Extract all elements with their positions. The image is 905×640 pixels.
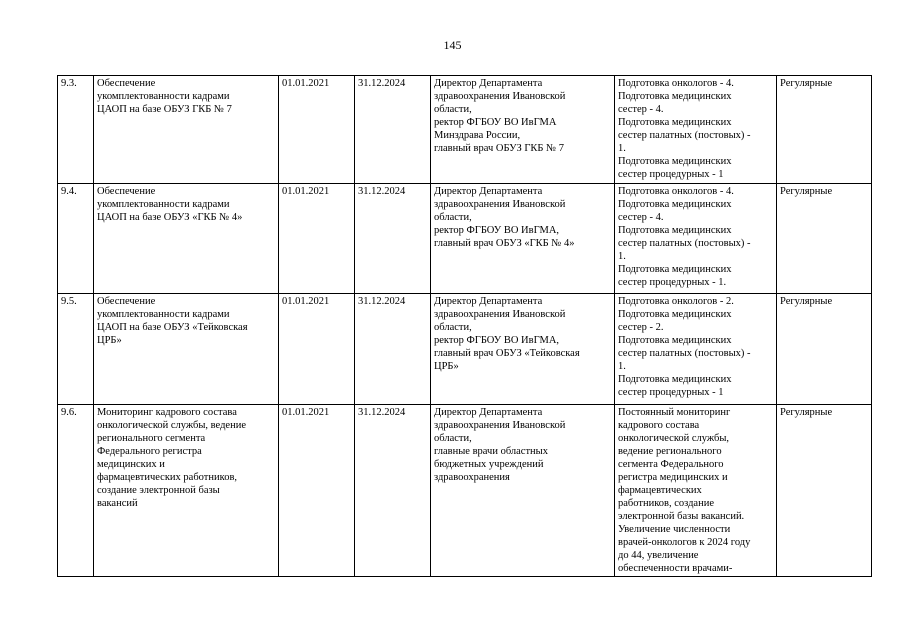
table-row — [58, 294, 872, 405]
cell-task-line: регионального сегмента — [97, 433, 206, 444]
cell-responsible-line: здравоохранения — [434, 472, 510, 483]
cell-result-line: 1. — [618, 251, 626, 262]
cell-responsible-line: здравоохранения Ивановской — [434, 91, 566, 102]
cell-result-line: Подготовка медицинских — [618, 335, 732, 346]
cell-result — [615, 184, 777, 294]
cell-task-line: онкологической службы, ведение — [97, 420, 246, 431]
cell-type: Регулярные — [777, 76, 872, 184]
cell-task — [94, 184, 279, 294]
cell-task-line: ЦАОП на базе ОБУЗ «ГКБ № 4» — [97, 212, 243, 223]
cell-responsible — [431, 294, 615, 405]
cell-task-line: ЦАОП на базе ОБУЗ «Тейковская — [97, 322, 248, 333]
cell-responsible-line: главный врач ОБУЗ ГКБ № 7 — [434, 143, 564, 154]
cell-task-line: укомплектованности кадрами — [97, 199, 230, 210]
cell-task-line: ЦРБ» — [97, 335, 122, 346]
cell-responsible-line: главный врач ОБУЗ «Тейковская — [434, 348, 580, 359]
cell-result-line: 1. — [618, 143, 626, 154]
cell-end: 31.12.2024 — [355, 294, 431, 405]
cell-task-line: Обеспечение — [97, 186, 156, 197]
cell-task-line: Мониторинг кадрового состава — [97, 407, 237, 418]
cell-responsible-line: ректор ФГБОУ ВО ИвГМА, — [434, 225, 560, 236]
cell-result-line: сестер процедурных - 1 — [618, 169, 724, 180]
cell-result-line: кадрового состава — [618, 420, 700, 431]
cell-end: 31.12.2024 — [355, 184, 431, 294]
cell-task-line: вакансий — [97, 498, 138, 509]
cell-result-line: сестер палатных (постовых) - — [618, 130, 751, 141]
cell-result-line: Подготовка медицинских — [618, 264, 732, 275]
cell-result-line: Подготовка медицинских — [618, 309, 732, 320]
cell-result-line: 1. — [618, 361, 626, 372]
cell-type: Регулярные — [777, 184, 872, 294]
cell-result-line: сестер процедурных - 1 — [618, 387, 724, 398]
cell-result — [615, 294, 777, 405]
cell-task-line: укомплектованности кадрами — [97, 91, 230, 102]
cell-result-line: ведение регионального — [618, 446, 722, 457]
cell-result-line: Подготовка медицинских — [618, 156, 732, 167]
cell-responsible-line: Директор Департамента — [434, 296, 543, 307]
cell-result-line: сестер - 2. — [618, 322, 664, 333]
cell-result-line: Увеличение численности — [618, 524, 731, 535]
cell-start: 01.01.2021 — [279, 294, 355, 405]
cell-num: 9.3. — [58, 76, 94, 184]
cell-task-line: Обеспечение — [97, 296, 156, 307]
cell-task-line: медицинских и — [97, 459, 165, 470]
cell-responsible-line: ректор ФГБОУ ВО ИвГМА — [434, 117, 557, 128]
cell-result-line: сестер - 4. — [618, 212, 664, 223]
cell-result-line: Подготовка онкологов - 4. — [618, 78, 734, 89]
cell-result-line: регистра медицинских и — [618, 472, 728, 483]
cell-num: 9.6. — [58, 405, 94, 577]
cell-responsible-line: Минздрава России, — [434, 130, 521, 141]
cell-responsible-line: главный врач ОБУЗ «ГКБ № 4» — [434, 238, 575, 249]
cell-responsible-line: главные врачи областных — [434, 446, 548, 457]
cell-task-line: создание электронной базы — [97, 485, 220, 496]
cell-task — [94, 294, 279, 405]
cell-responsible-line: области, — [434, 322, 472, 333]
cell-result-line: обеспеченности врачами- — [618, 563, 733, 574]
cell-result-line: Подготовка медицинских — [618, 225, 732, 236]
cell-responsible-line: Директор Департамента — [434, 78, 543, 89]
cell-responsible-line: области, — [434, 433, 472, 444]
cell-result-line: до 44, увеличение — [618, 550, 699, 561]
cell-result-line: сегмента Федерального — [618, 459, 724, 470]
cell-end: 31.12.2024 — [355, 405, 431, 577]
cell-task — [94, 405, 279, 577]
cell-result-line: сестер процедурных - 1. — [618, 277, 727, 288]
cell-responsible-line: ректор ФГБОУ ВО ИвГМА, — [434, 335, 560, 346]
cell-task-line: Обеспечение — [97, 78, 156, 89]
cell-start: 01.01.2021 — [279, 405, 355, 577]
cell-result-line: работников, создание — [618, 498, 714, 509]
cell-responsible-line: области, — [434, 104, 472, 115]
cell-result-line: сестер палатных (постовых) - — [618, 238, 751, 249]
cell-result-line: онкологической службы, — [618, 433, 730, 444]
cell-result — [615, 76, 777, 184]
cell-result-line: Подготовка медицинских — [618, 199, 732, 210]
cell-start: 01.01.2021 — [279, 76, 355, 184]
cell-responsible-line: Директор Департамента — [434, 186, 543, 197]
cell-responsible-line: бюджетных учреждений — [434, 459, 544, 470]
cell-responsible-line: здравоохранения Ивановской — [434, 199, 566, 210]
cell-task-line: укомплектованности кадрами — [97, 309, 230, 320]
cell-result-line: электронной базы вакансий. — [618, 511, 745, 522]
table-row — [58, 76, 872, 184]
cell-responsible — [431, 405, 615, 577]
cell-task-line: ЦАОП на базе ОБУЗ ГКБ № 7 — [97, 104, 232, 115]
cell-responsible — [431, 184, 615, 294]
cell-num: 9.4. — [58, 184, 94, 294]
cell-responsible-line: области, — [434, 212, 472, 223]
page-number: 145 — [443, 38, 462, 52]
cell-result-line: сестер - 4. — [618, 104, 664, 115]
cell-responsible — [431, 76, 615, 184]
cell-result-line: врачей-онкологов к 2024 году — [618, 537, 751, 548]
cell-end: 31.12.2024 — [355, 76, 431, 184]
cell-result-line: фармацевтических — [618, 485, 702, 496]
cell-responsible-line: здравоохранения Ивановской — [434, 420, 566, 431]
cell-result-line: сестер палатных (постовых) - — [618, 348, 751, 359]
cell-task — [94, 76, 279, 184]
cell-result-line: Постоянный мониторинг — [618, 407, 731, 418]
cell-type: Регулярные — [777, 405, 872, 577]
cell-result-line: Подготовка онкологов - 4. — [618, 186, 734, 197]
cell-result-line: Подготовка медицинских — [618, 374, 732, 385]
table-row — [58, 405, 872, 577]
cell-responsible-line: здравоохранения Ивановской — [434, 309, 566, 320]
table-row — [58, 184, 872, 294]
cell-result-line: Подготовка медицинских — [618, 117, 732, 128]
cell-type: Регулярные — [777, 294, 872, 405]
cell-result-line: Подготовка медицинских — [618, 91, 732, 102]
cell-result — [615, 405, 777, 577]
cell-task-line: Федерального регистра — [97, 446, 202, 457]
activities-table — [57, 75, 872, 577]
cell-responsible-line: ЦРБ» — [434, 361, 459, 372]
cell-result-line: Подготовка онкологов - 2. — [618, 296, 734, 307]
cell-start: 01.01.2021 — [279, 184, 355, 294]
cell-task-line: фармацевтических работников, — [97, 472, 238, 483]
cell-responsible-line: Директор Департамента — [434, 407, 543, 418]
cell-num: 9.5. — [58, 294, 94, 405]
